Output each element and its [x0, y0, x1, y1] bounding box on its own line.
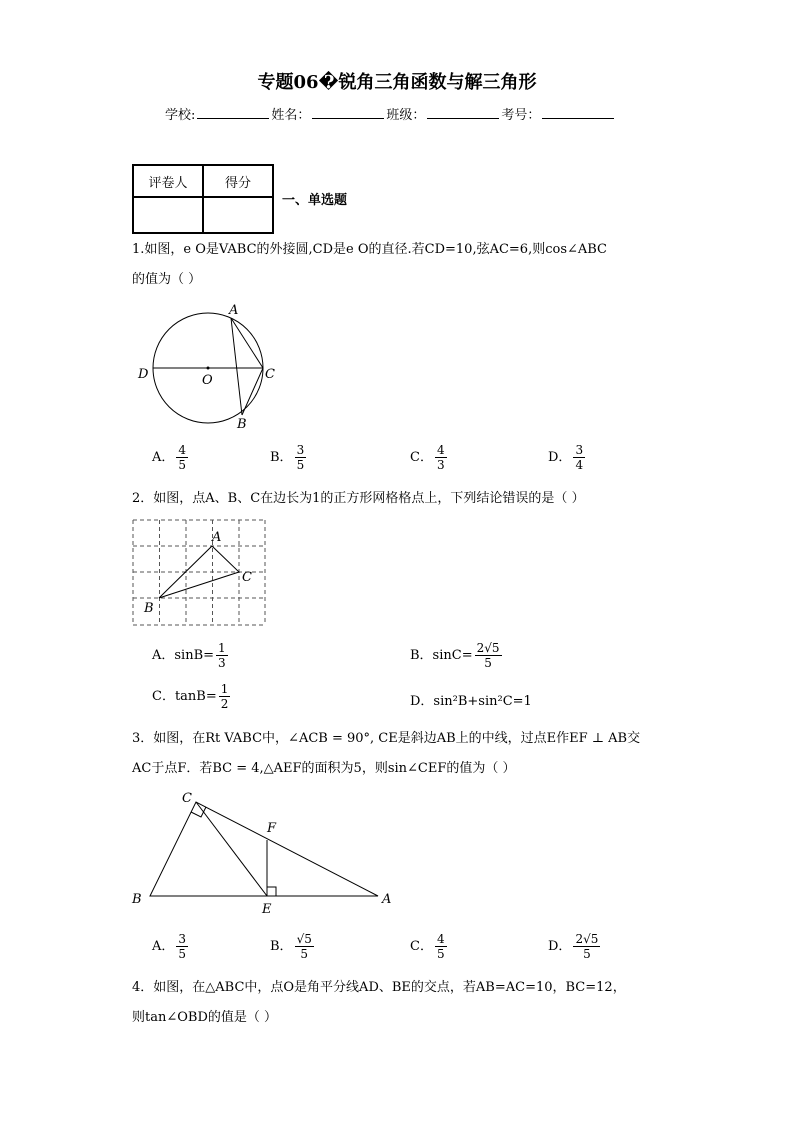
q2-label-b: B: [144, 601, 154, 616]
option-label: C．tanB=: [152, 689, 217, 704]
q3-label-c: C: [182, 791, 192, 806]
frac-den: 5: [296, 458, 305, 472]
q1-label-c: C: [265, 367, 275, 382]
frac-num: 1: [218, 641, 226, 655]
q3-right-angle-e: [267, 887, 276, 896]
frac-num: √5: [296, 932, 312, 946]
q2-option-c[interactable]: [152, 682, 232, 711]
q2-option-b[interactable]: [410, 641, 504, 670]
q2-label-c: C: [242, 570, 252, 585]
q3-label-f: F: [267, 821, 277, 836]
q1-option-d[interactable]: [548, 443, 587, 472]
option-label: C．: [410, 939, 433, 954]
q1-center-dot: [207, 367, 210, 370]
frac-num: 4: [436, 932, 445, 946]
name-blank[interactable]: [312, 106, 384, 119]
option-label: A．: [152, 939, 175, 954]
frac-den: 3: [436, 458, 445, 472]
q3-label-a: A: [382, 892, 392, 907]
frac-den: 5: [436, 947, 445, 961]
q1-option-b[interactable]: [270, 443, 308, 472]
option-label: A．sinB=: [152, 648, 215, 663]
grader-header: 评卷人: [133, 165, 203, 197]
q4-stem-line2: 则tan∠OBD的值是（ ）: [132, 1010, 278, 1025]
section-title: 一、单选题: [282, 193, 348, 208]
q3-triangle-abc: [150, 802, 378, 896]
q3-option-b[interactable]: [270, 932, 316, 961]
q3-median-ce: [196, 802, 267, 896]
q3-label-b: B: [132, 892, 142, 907]
exam-no-label: 考号：: [501, 108, 541, 123]
option-label: D．: [548, 939, 572, 954]
frac-den: 5: [178, 458, 187, 472]
frac-num: 3: [296, 443, 305, 457]
page-title: 专题06�锐角三角函数与解三角形: [257, 72, 537, 93]
q3-stem-line2: AC于点F．若BC = 4,△AEF的面积为5，则sin∠CEF的值为（ ）: [132, 761, 516, 776]
q3-option-d[interactable]: [548, 932, 602, 961]
frac-den: 5: [583, 947, 591, 961]
option-label: A．: [152, 450, 175, 465]
school-label: 学校:: [165, 108, 196, 123]
frac-den: 2: [220, 697, 229, 711]
class-blank[interactable]: [427, 106, 499, 119]
frac-num: 3: [575, 443, 584, 457]
option-label: B．: [270, 450, 293, 465]
q2-label-a: A: [212, 530, 222, 545]
name-label: 姓名：: [271, 108, 311, 123]
q1-label-d: D: [138, 367, 149, 382]
q1-label-o: O: [202, 373, 213, 388]
q1-chord-bc: [242, 368, 263, 415]
option-label: B．: [270, 939, 293, 954]
frac-num: 2√5: [575, 932, 599, 946]
score-header: 得分: [203, 165, 273, 197]
frac-num: 1: [220, 682, 229, 696]
q2-option-d[interactable]: D．sin²B+sin²C=1: [410, 694, 532, 709]
q3-figure: [128, 786, 400, 920]
frac-num: 3: [178, 932, 187, 946]
q3-stem-line1: 3．如图，在Rt VABC中，∠ACB = 90°, CE是斜边AB上的中线，过点E作EF ⊥ AB交: [132, 731, 641, 746]
q2-option-a[interactable]: [152, 641, 230, 670]
q3-option-a[interactable]: [152, 932, 190, 961]
q3-option-c[interactable]: [410, 932, 449, 961]
frac-den: 5: [178, 947, 187, 961]
q1-stem-line1: 1.如图，e O是VABC的外接圆,CD是e O的直径.若CD=10,弦AC=6,则cos∠ABC: [132, 242, 608, 257]
q1-stem-line2: 的值为（ ）: [132, 272, 202, 287]
q4-stem-line1: 4．如图，在△ABC中，点O是角平分线AD、BE的交点，若AB=AC=10，BC=12，: [132, 980, 626, 995]
score-cell[interactable]: [203, 197, 273, 233]
grade-table: [132, 164, 274, 234]
frac-den: 3: [218, 656, 226, 670]
frac-den: 5: [300, 947, 309, 961]
q2-stem-line1: 2．如图，点A、B、C在边长为1的正方形网格格点上，下列结论错误的是（ ）: [132, 491, 585, 506]
frac-den: 5: [484, 656, 492, 670]
class-label: 班级：: [386, 108, 426, 123]
option-label: B．sinC=: [410, 648, 473, 663]
frac-num: 2√5: [476, 641, 500, 655]
q1-figure: [130, 298, 290, 434]
frac-num: 4: [178, 443, 187, 457]
option-label: D．: [548, 450, 572, 465]
option-label: C．: [410, 450, 433, 465]
frac-num: 4: [436, 443, 445, 457]
student-info-line: [165, 104, 616, 123]
school-blank[interactable]: [197, 106, 269, 119]
frac-den: 4: [575, 458, 584, 472]
exam-no-blank[interactable]: [542, 106, 614, 119]
q1-label-a: A: [229, 303, 239, 318]
q1-option-c[interactable]: [410, 443, 449, 472]
grader-cell[interactable]: [133, 197, 203, 233]
q3-label-e: E: [262, 902, 272, 917]
q1-option-a[interactable]: [152, 443, 190, 472]
q2-grid-figure: [132, 519, 268, 629]
q1-label-b: B: [237, 417, 247, 432]
